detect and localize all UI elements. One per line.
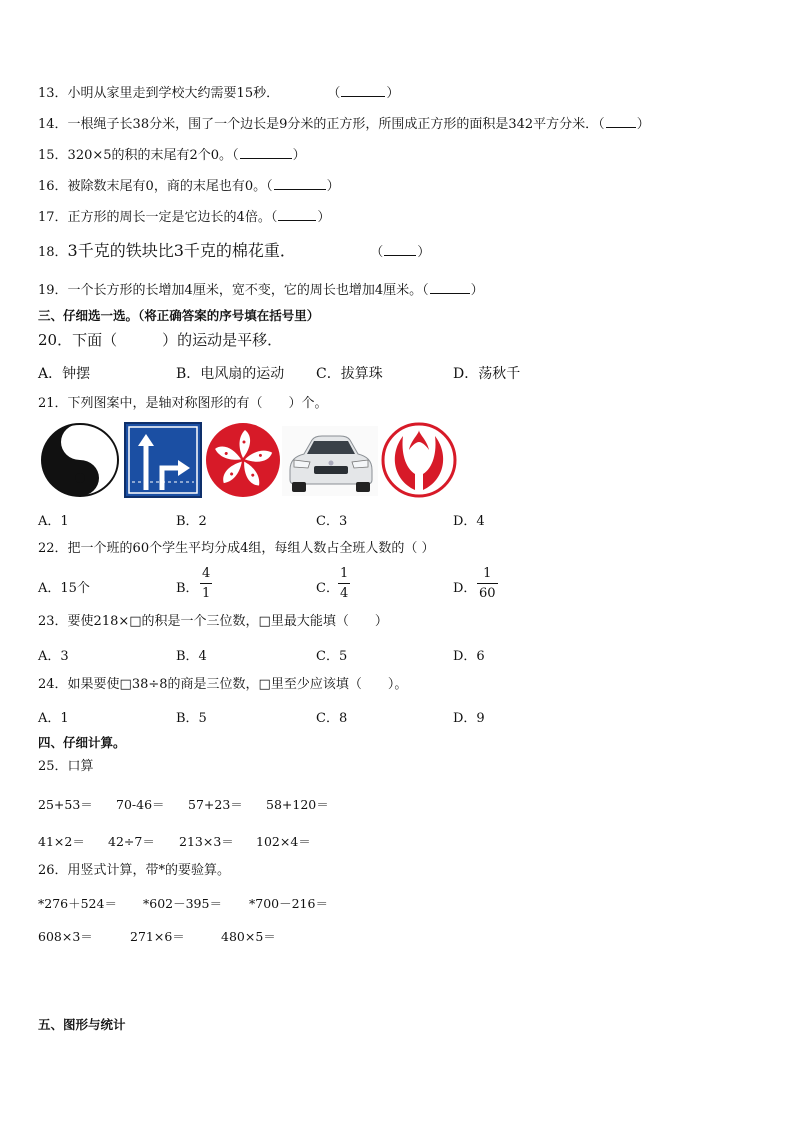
calc-item: 58+120＝ — [266, 797, 329, 812]
denominator: 60 — [479, 586, 496, 601]
answer-paren-left: （ — [270, 210, 278, 225]
option-b[interactable]: B．4 — [176, 649, 207, 664]
option-b-label[interactable]: B． — [176, 581, 199, 596]
question-text: 13．小明从家里走到学校大约需要15秒． — [38, 86, 280, 101]
fraction-bar — [477, 583, 498, 584]
option-d[interactable]: D．6 — [453, 649, 485, 664]
question-13 — [38, 83, 399, 103]
question-26-title: 26．用竖式计算，带*的要验算。 — [38, 863, 231, 878]
option-d-label[interactable]: D． — [453, 581, 477, 596]
denominator: 4 — [340, 586, 349, 601]
fraction-bar — [338, 583, 350, 584]
calc-item: 42÷7＝ — [108, 834, 155, 849]
question-18 — [38, 242, 430, 262]
answer-blank[interactable] — [274, 176, 326, 190]
question-text: 3千克的铁块比3千克的棉花重． — [67, 241, 296, 260]
calc-item: *602－395＝ — [143, 896, 222, 911]
numerator: 1 — [483, 566, 492, 581]
question-text: 16．被除数末尾有0，商的末尾也有0。 — [38, 179, 267, 194]
option-a[interactable]: A．1 — [38, 711, 69, 726]
question-text: 19．一个长方形的长增加4厘米，宽不变，它的周长也增加4厘米。 — [38, 283, 423, 298]
calc-item: 57+23＝ — [188, 797, 243, 812]
option-a[interactable]: A．1 — [38, 514, 69, 529]
answer-paren-left: （ — [327, 86, 341, 101]
section-5-heading: 五、图形与统计 — [38, 1017, 126, 1032]
road-sign-image — [124, 422, 202, 498]
option-b[interactable]: B．5 — [176, 711, 207, 726]
question-25-title: 25．口算 — [38, 759, 94, 774]
option-d[interactable]: D．4 — [453, 514, 485, 529]
answer-paren-left: （ — [370, 245, 384, 260]
question-21: 21．下列图案中，是轴对称图形的有（ ）个。 — [38, 396, 328, 411]
calc-item: 25+53＝ — [38, 797, 93, 812]
answer-paren-right: ） — [417, 245, 431, 260]
calc-item: 608×3＝ — [38, 929, 93, 944]
calc-item: 102×4＝ — [256, 834, 311, 849]
bauhinia-flag-image — [204, 422, 282, 498]
car-image — [282, 426, 378, 496]
option-c[interactable]: C．8 — [316, 711, 348, 726]
answer-blank[interactable] — [341, 83, 385, 97]
option-c[interactable]: C．拔算珠 — [316, 366, 383, 382]
calc-item: *700－216＝ — [249, 896, 328, 911]
question-22: 22．把一个班的60个学生平均分成4组，每组人数占全班人数的（ ） — [38, 541, 435, 556]
fraction-c — [338, 566, 350, 601]
calc-item: 41×2＝ — [38, 834, 85, 849]
answer-paren-left: （ — [598, 117, 605, 132]
option-c[interactable]: C．3 — [316, 514, 348, 529]
question-19 — [38, 280, 484, 300]
question-14 — [38, 114, 650, 134]
answer-paren-right: ） — [292, 148, 306, 163]
question-text: 17．正方形的周长一定是它边长的4倍。 — [38, 210, 271, 225]
question-20: 20．下面（ ）的运动是平移． — [38, 331, 283, 349]
option-c-label[interactable]: C． — [316, 581, 339, 596]
answer-paren-right: ） — [386, 86, 400, 101]
answer-paren-right: ） — [317, 210, 331, 225]
question-23: 23．要使218×□的积是一个三位数，□里最大能填（ ） — [38, 614, 388, 629]
answer-paren-right: ） — [326, 179, 340, 194]
question-17 — [38, 207, 330, 227]
question-24: 24．如果要使□38÷8的商是三位数，□里至少应该填（ ）。 — [38, 677, 408, 692]
numerator: 1 — [340, 566, 349, 581]
denominator: 1 — [202, 586, 211, 601]
option-b[interactable]: B．2 — [176, 514, 207, 529]
answer-paren-left: （ — [232, 148, 239, 163]
fraction-b — [200, 566, 212, 601]
option-a[interactable]: A．15个 — [38, 581, 90, 596]
option-a[interactable]: A．3 — [38, 649, 69, 664]
question-number: 18． — [38, 245, 68, 260]
answer-paren-left: （ — [422, 283, 429, 298]
dongfeng-logo-image — [380, 422, 458, 498]
option-d[interactable]: D．荡秋千 — [453, 366, 521, 382]
answer-paren-left: （ — [266, 179, 273, 194]
question-16 — [38, 176, 340, 196]
question-15 — [38, 145, 306, 165]
option-d[interactable]: D．9 — [453, 711, 485, 726]
answer-paren-right: ） — [636, 117, 650, 132]
calc-item: 480×5＝ — [221, 929, 276, 944]
answer-blank[interactable] — [606, 114, 636, 128]
question-text: 14．一根绳子长38分米，围了一个边长是9分米的正方形，所围成正方形的面积是342平方分米． — [38, 117, 599, 132]
yin-yang-image — [40, 422, 120, 498]
fraction-d — [477, 566, 498, 601]
option-c[interactable]: C．5 — [316, 649, 348, 664]
option-a[interactable]: A．钟摆 — [38, 366, 91, 382]
question-text: 15．320×5的积的末尾有2个0。 — [38, 148, 233, 163]
option-b[interactable]: B．电风扇的运动 — [176, 366, 285, 382]
calc-item: 213×3＝ — [179, 834, 234, 849]
answer-blank[interactable] — [240, 145, 292, 159]
answer-blank[interactable] — [278, 207, 316, 221]
answer-blank[interactable] — [384, 242, 416, 256]
section-4-heading: 四、仔细计算。 — [38, 735, 126, 750]
answer-paren-right: ） — [470, 283, 484, 298]
section-3-heading: 三、仔细选一选。（将正确答案的序号填在括号里） — [38, 308, 320, 323]
numerator: 4 — [202, 566, 211, 581]
answer-blank[interactable] — [430, 280, 470, 294]
calc-item: 70-46＝ — [116, 797, 165, 812]
calc-item: 271×6＝ — [130, 929, 185, 944]
calc-item: *276＋524＝ — [38, 896, 117, 911]
fraction-bar — [200, 583, 212, 584]
